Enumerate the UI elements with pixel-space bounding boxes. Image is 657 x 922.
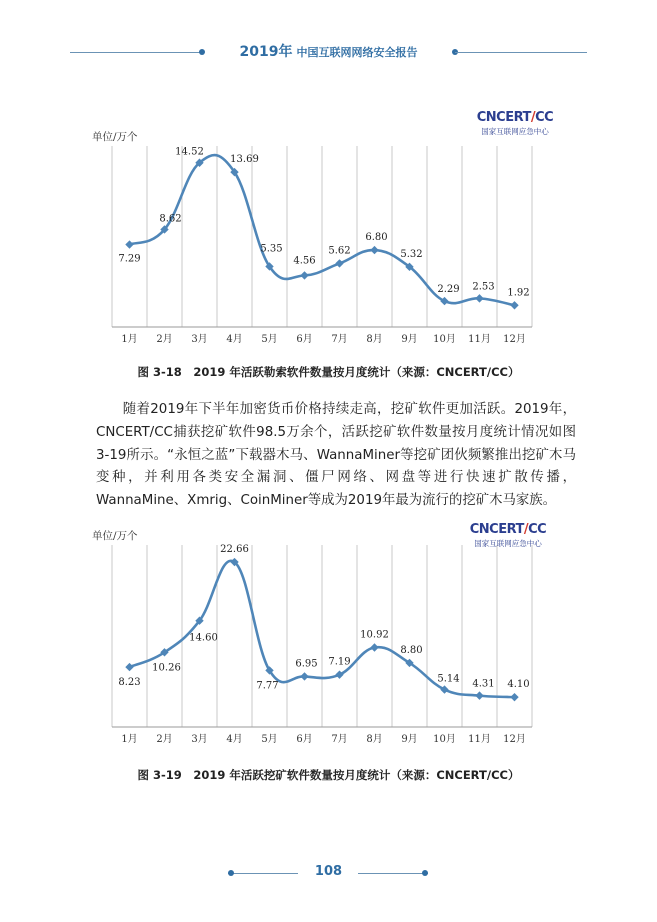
logo-mark-sep: / bbox=[523, 522, 529, 537]
logo-mark-right: CC bbox=[528, 522, 547, 537]
data-point bbox=[125, 663, 133, 671]
x-tick-label: 8月 bbox=[366, 734, 383, 745]
header-report-name: 中国互联网网络安全报告 bbox=[296, 46, 418, 59]
x-tick-label: 12月 bbox=[503, 734, 526, 745]
data-label: 10.26 bbox=[152, 662, 181, 674]
x-tick-label: 11月 bbox=[468, 734, 491, 745]
data-label: 2.29 bbox=[437, 284, 460, 296]
data-point bbox=[475, 691, 483, 699]
x-tick-label: 5月 bbox=[261, 734, 278, 745]
data-label: 7.77 bbox=[256, 680, 279, 692]
x-tick-label: 4月 bbox=[226, 334, 243, 345]
x-tick-label: 10月 bbox=[433, 334, 456, 345]
x-tick-label: 3月 bbox=[191, 334, 208, 345]
logo-subtitle: 国家互联网应急中心 bbox=[481, 127, 549, 136]
x-tick-label: 1月 bbox=[121, 734, 138, 745]
data-label: 1.92 bbox=[507, 287, 530, 299]
data-label: 5.14 bbox=[437, 673, 460, 685]
data-label: 4.31 bbox=[472, 678, 495, 690]
footer-line-right bbox=[358, 873, 428, 874]
footer-dot-right bbox=[422, 870, 428, 876]
data-label: 13.69 bbox=[230, 154, 259, 166]
data-label: 14.52 bbox=[175, 146, 204, 158]
figure-caption-3-18: 图 3-18 2019 年活跃勒索软件数量按月度统计（来源：CNCERT/CC） bbox=[137, 365, 520, 379]
data-label: 22.66 bbox=[220, 544, 249, 556]
data-point bbox=[370, 643, 378, 651]
logo-mark-right: CC bbox=[535, 110, 554, 125]
logo-mark-left: CNCERT bbox=[469, 522, 524, 537]
cncert-logo-2 bbox=[458, 522, 558, 549]
data-label: 2.53 bbox=[472, 281, 495, 293]
x-tick-label: 11月 bbox=[468, 334, 491, 345]
x-tick-label: 1月 bbox=[121, 334, 138, 345]
data-label: 5.32 bbox=[400, 248, 423, 260]
x-tick-label: 2月 bbox=[156, 734, 173, 745]
data-label: 6.95 bbox=[295, 658, 318, 670]
data-point bbox=[510, 693, 518, 701]
data-label: 7.19 bbox=[328, 656, 351, 668]
data-label: 8.80 bbox=[400, 644, 423, 656]
x-tick-label: 3月 bbox=[191, 734, 208, 745]
x-tick-label: 9月 bbox=[401, 734, 418, 745]
data-label: 8.23 bbox=[118, 677, 141, 689]
data-label: 6.80 bbox=[365, 232, 388, 244]
data-label: 4.56 bbox=[293, 255, 316, 267]
logo-subtitle: 国家互联网应急中心 bbox=[474, 539, 542, 548]
x-tick-label: 5月 bbox=[261, 334, 278, 345]
data-label: 5.35 bbox=[260, 243, 283, 255]
x-tick-label: 4月 bbox=[226, 734, 243, 745]
x-tick-label: 8月 bbox=[366, 334, 383, 345]
data-label: 4.10 bbox=[507, 679, 530, 691]
data-label: 8.62 bbox=[159, 213, 182, 225]
x-tick-label: 9月 bbox=[401, 334, 418, 345]
x-tick-label: 10月 bbox=[433, 734, 456, 745]
page-number: 108 bbox=[314, 864, 343, 879]
logo-mark-sep: / bbox=[530, 110, 536, 125]
x-tick-label: 6月 bbox=[296, 334, 313, 345]
data-label: 10.92 bbox=[360, 629, 389, 641]
data-label: 5.62 bbox=[328, 245, 351, 257]
x-tick-label: 2月 bbox=[156, 334, 173, 345]
data-label: 14.60 bbox=[189, 632, 218, 644]
x-tick-label: 12月 bbox=[503, 334, 526, 345]
y-axis-unit-label: 单位/万个 bbox=[92, 530, 138, 542]
x-tick-label: 6月 bbox=[296, 734, 313, 745]
header-year: 2019年 bbox=[239, 44, 293, 60]
body-paragraph-text: 随着2019年下半年加密货币价格持续走高，挖矿软件更加活跃。2019年，CNCERT/CC捕获挖矿软件98.5万余个，活跃挖矿软件数量按月度统计情况如图3-19所示。“永恒之蓝”下载器木马、WannaMiner等挖矿团伙频繁推出挖矿木马变种，并利用各类安全漏洞、僵尸网络、网盘等进行快速扩散传播，WannaMine、Xmrig、CoinMiner等成为2019年最为流行的挖矿木马家族。 bbox=[96, 402, 576, 509]
logo-mark-left: CNCERT bbox=[476, 110, 531, 125]
x-tick-label: 7月 bbox=[331, 734, 348, 745]
x-tick-label: 7月 bbox=[331, 334, 348, 345]
data-label: 7.29 bbox=[118, 253, 141, 265]
data-point bbox=[300, 672, 308, 680]
y-axis-unit-label: 单位/万个 bbox=[92, 131, 138, 143]
figure-caption-3-19: 图 3-19 2019 年活跃挖矿软件数量按月度统计（来源：CNCERT/CC） bbox=[137, 768, 520, 782]
